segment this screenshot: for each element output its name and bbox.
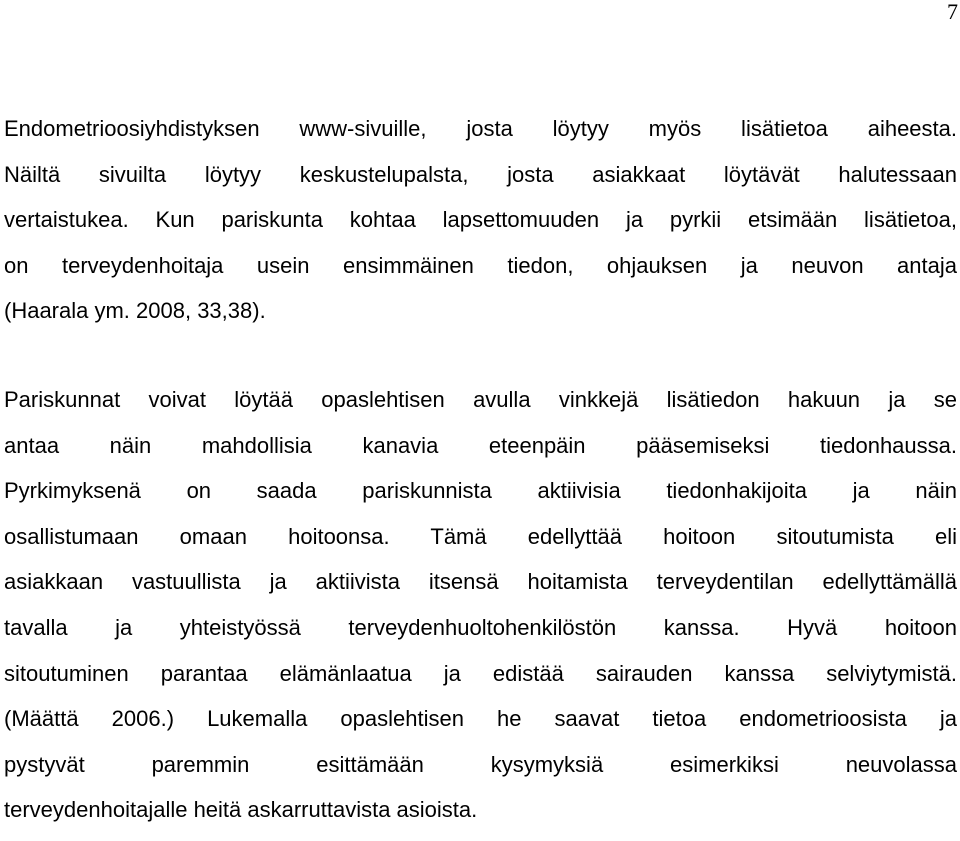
text-line: osallistumaan omaan hoitoonsa. Tämä edellyttää hoitoon sitoutumista eli bbox=[4, 523, 957, 549]
text-line: Pariskunnat voivat löytää opaslehtisen avulla vinkkejä lisätiedon hakuun ja se bbox=[4, 387, 957, 412]
text-line: antaa näin mahdollisia kanavia eteenpäin pääsemiseksi tiedonhaussa. bbox=[4, 432, 957, 458]
text-line: Endometrioosiyhdistyksen www-sivuille, josta löytyy myös lisätietoa aiheesta. bbox=[4, 116, 957, 141]
text-line: (Määttä 2006.) Lukemalla opaslehtisen he saavat tietoa endometrioosista ja bbox=[4, 706, 957, 732]
text-line: terveydenhoitajalle heitä askarruttavista asioista. bbox=[4, 797, 478, 823]
page-number: 7 bbox=[947, 0, 958, 24]
text-line: pystyvät paremmin esittämään kysymyksiä esimerkiksi neuvolassa bbox=[4, 751, 957, 777]
paragraph-1 bbox=[4, 114, 957, 342]
text-line: vertaistukea. Kun pariskunta kohtaa lapsettomuuden ja pyrkii etsimään lisätietoa, bbox=[4, 207, 957, 233]
text-line: sitoutuminen parantaa elämänlaatua ja edistää sairauden kanssa selviytymistä. bbox=[4, 660, 957, 686]
text-line: on terveydenhoitaja usein ensimmäinen tiedon, ohjauksen ja neuvon antaja bbox=[4, 252, 957, 278]
paragraph-2 bbox=[4, 385, 957, 841]
text-line: Näiltä sivuilta löytyy keskustelupalsta, josta asiakkaat löytävät halutessaan bbox=[4, 161, 957, 187]
text-line: asiakkaan vastuullista ja aktiivista itsensä hoitamista terveydentilan edellyttämällä bbox=[4, 569, 957, 595]
text-line: tavalla ja yhteistyössä terveydenhuoltohenkilöstön kanssa. Hyvä hoitoon bbox=[4, 614, 957, 640]
text-line: (Haarala ym. 2008, 33,38). bbox=[4, 298, 266, 324]
text-line: Pyrkimyksenä on saada pariskunnista aktiivisia tiedonhakijoita ja näin bbox=[4, 478, 957, 504]
